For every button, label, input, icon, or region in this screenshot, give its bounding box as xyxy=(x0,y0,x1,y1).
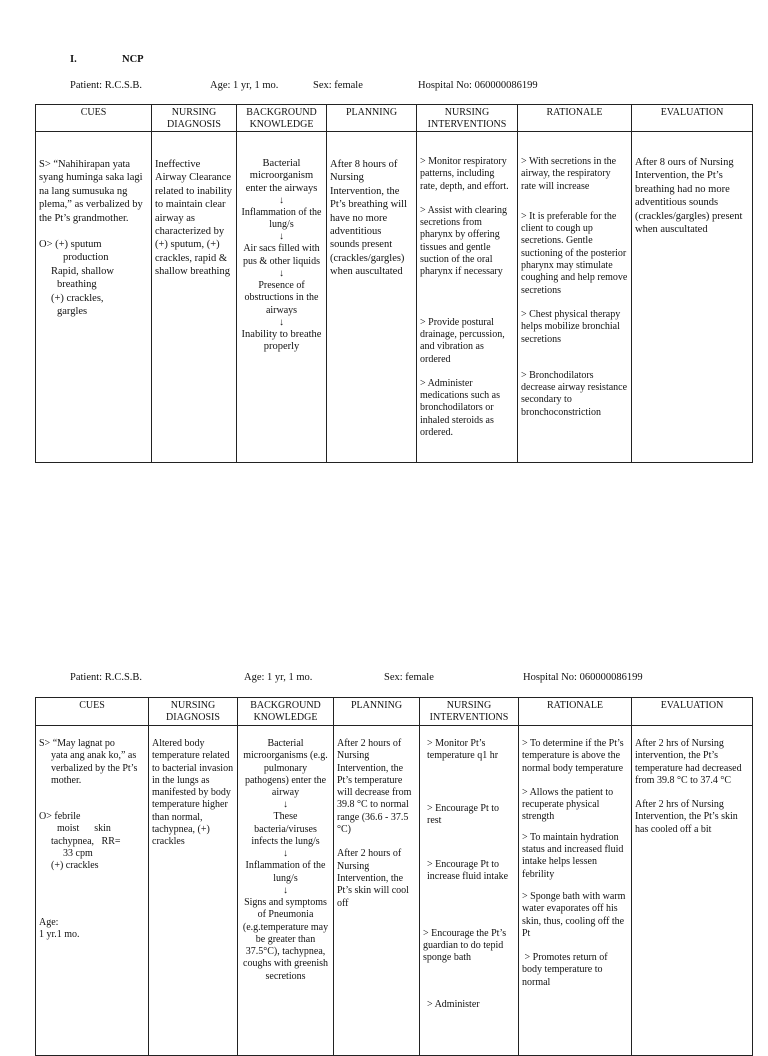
down-arrow-icon: ↓ xyxy=(279,316,284,328)
age-label: Age: xyxy=(39,916,59,928)
interventions-cell xyxy=(420,726,519,1056)
objective-cue-intro: O> febrile xyxy=(39,811,81,823)
rationale-item: > Promotes return of body temperature to normal xyxy=(522,952,611,988)
objective-cue-intro: O> (+) sputum xyxy=(39,239,102,251)
rationale-item: > To maintain hydration status and increased fluid intake helps lessen febrility xyxy=(522,831,624,880)
header-background-knowledge: BACKGROUND KNOWLEDGE xyxy=(237,105,327,132)
section-number: I. xyxy=(70,54,77,65)
intervention-item: > Administer medications such as bronchodilators or inhaled steroids as ordered. xyxy=(420,377,500,439)
objective-cue-line: gargles xyxy=(57,306,88,318)
down-arrow-icon: ↓ xyxy=(283,848,288,860)
intervention-item: > Encourage Pt to increase fluid intake xyxy=(427,859,509,883)
down-arrow-icon: ↓ xyxy=(279,231,284,243)
subjective-cue-rest: yata ang anak ko,” as verbalized by the Pt’s mother. xyxy=(51,750,138,786)
rationale-item: > Bronchodilators decrease airway resistance secondary to bronchoconstriction xyxy=(521,369,628,418)
interventions-cell xyxy=(417,132,518,463)
header-nursing-diagnosis: NURSING DIAGNOSIS xyxy=(149,698,238,726)
rationale-item: > It is preferable for the client to cough up secretions. Gentle suctioning of the posterior pharynx may stimulate coughing and help remove secretions xyxy=(521,210,628,296)
header-planning: PLANNING xyxy=(334,698,420,726)
hospital-number: Hospital No: 060000086199 xyxy=(523,672,643,683)
evaluation-cell xyxy=(632,726,753,1056)
intervention-item: > Monitor Pt’s temperature q1 hr xyxy=(427,738,499,762)
rationale-item: > Allows the patient to recuperate physical strength xyxy=(522,786,614,823)
background-step: Inflammation of the lung/s xyxy=(241,206,322,231)
background-step: Air sacs filled with pus & other liquids xyxy=(243,243,320,267)
background-cell xyxy=(238,726,334,1056)
header-nursing-diagnosis: NURSING DIAGNOSIS xyxy=(152,105,237,132)
background-step: Presence of obstructions in the airways xyxy=(244,280,319,316)
down-arrow-icon: ↓ xyxy=(279,194,284,206)
header-planning: PLANNING xyxy=(327,105,417,132)
header-rationale: RATIONALE xyxy=(519,698,632,726)
background-step: Bacterial microorganisms (e.g. pulmonary pathogens) enter the airway xyxy=(243,738,328,799)
hospital-number: Hospital No: 060000086199 xyxy=(418,80,538,91)
diagnosis-cell: Ineffective Airway Clearance related to inability to maintain clear airway as characterized by (+) sputum, (+) crackles, rapid & shallow breathing xyxy=(152,132,237,463)
patient-sex: Sex: female xyxy=(384,672,434,683)
patient-sex: Sex: female xyxy=(313,80,363,91)
patient-name: Patient: R.C.S.B. xyxy=(70,672,143,683)
planning-item: After 2 hours of Nursing Intervention, the Pt’s temperature will decrease from 39.8 °C to normal range (36.6 - 37.5 °C) xyxy=(337,738,412,836)
objective-cue-line: moist skin xyxy=(57,823,111,835)
patient-age: Age: 1 yr, 1 mo. xyxy=(210,80,279,91)
background-step: These bacteria/viruses infects the lung/s xyxy=(251,811,320,848)
header-evaluation: EVALUATION xyxy=(632,105,753,132)
background-step: Inability to breathe properly xyxy=(241,328,322,353)
header-rationale: RATIONALE xyxy=(518,105,632,132)
planning-cell xyxy=(334,726,420,1056)
objective-cue-line: production xyxy=(63,252,109,264)
patient-age: Age: 1 yr, 1 mo. xyxy=(244,672,313,683)
objective-cue-line: (+) crackles, xyxy=(51,292,104,304)
rationale-item: > Chest physical therapy helps mobilize bronchial secretions xyxy=(521,308,621,345)
objective-cue-line: tachypnea, RR= xyxy=(51,835,121,847)
evaluation-item: After 2 hrs of Nursing intervention, the Pt’s temperature had decreased from 39.8 °C to 37.4 °C xyxy=(635,738,742,786)
subjective-cue: S> “Nahihirapan yata syang huminga saka lagi na lang sumusuka ng plema,” as verbalized by the Pt’s grandmother. xyxy=(39,159,143,224)
background-step: Signs and symptoms of Pneumonia (e.g.temperature may be greater than 37.5°C), tachypnea, coughs with greenish secretions xyxy=(242,896,329,982)
down-arrow-icon: ↓ xyxy=(283,799,288,811)
ncp-table-airway xyxy=(35,104,753,463)
header-nursing-interventions: NURSING INTERVENTIONS xyxy=(417,105,518,132)
background-step: Bacterial microorganism enter the airways xyxy=(245,158,318,194)
rationale-item: > With secretions in the airway, the respiratory rate will increase xyxy=(521,156,617,192)
diagnosis-cell: Altered body temperature related to bacterial invasion in the lungs as manifested by body temperature higher than normal, tachypnea, (+) crackles xyxy=(149,726,238,1056)
header-nursing-interventions: NURSING INTERVENTIONS xyxy=(420,698,519,726)
header-evaluation: EVALUATION xyxy=(632,698,753,726)
intervention-item: > Encourage Pt to rest xyxy=(427,802,500,826)
rationale-item: > Sponge bath with warm water evaporates off his skin, thus, cooling off the Pt xyxy=(522,890,626,939)
objective-cue-line: Rapid, shallow xyxy=(51,265,114,277)
objective-cue-line: (+) crackles xyxy=(51,860,99,872)
patient-name: Patient: R.C.S.B. xyxy=(70,80,143,91)
intervention-item: > Provide postural drainage, percussion, and vibration as ordered xyxy=(420,316,505,365)
section-title: NCP xyxy=(122,54,144,65)
intervention-item: > Assist with clearing secretions from pharynx by offering tissues and gentle suction of the oral pharynx if necessary xyxy=(420,204,508,278)
objective-cue-line: 33 cpm xyxy=(63,848,93,860)
objective-cue-line: breathing xyxy=(57,279,97,291)
rationale-cell xyxy=(519,726,632,1056)
header-cues: CUES xyxy=(36,105,152,132)
subjective-cue-intro: S> “May lagnat po xyxy=(39,738,115,749)
planning-item: After 2 hours of Nursing Intervention, the Pt’s skin will cool off xyxy=(337,848,409,909)
down-arrow-icon: ↓ xyxy=(279,268,284,280)
cues-cell xyxy=(36,726,149,1056)
down-arrow-icon: ↓ xyxy=(283,884,288,896)
planning-cell: After 8 hours of Nursing Intervention, the Pt’s breathing will have no more adventitious sounds present (crackles/gargles) when auscultated xyxy=(327,132,417,463)
rationale-cell xyxy=(518,132,632,463)
header-cues: CUES xyxy=(36,698,149,726)
age-value: 1 yr.1 mo. xyxy=(39,928,80,940)
evaluation-item: After 2 hrs of Nursing Intervention, the Pt’s skin has cooled off a bit xyxy=(635,799,738,835)
rationale-item: > To determine if the Pt’s temperature is above the normal body temperature xyxy=(522,738,624,774)
background-step: Inflammation of the lung/s xyxy=(245,860,326,884)
ncp-table-temperature xyxy=(35,697,753,1056)
intervention-item: > Monitor respiratory patterns, including rate, depth, and effort. xyxy=(420,156,509,192)
evaluation-cell: After 8 ours of Nursing Intervention, the Pt’s breathing had no more adventitious sounds (crackles/gargles) present when auscultated xyxy=(632,132,753,463)
intervention-item: > Encourage the Pt’s guardian to do tepid sponge bath xyxy=(423,927,507,964)
background-cell xyxy=(237,132,327,463)
header-background-knowledge: BACKGROUND KNOWLEDGE xyxy=(238,698,334,726)
intervention-item: > Administer xyxy=(427,998,480,1010)
cues-cell xyxy=(36,132,152,463)
